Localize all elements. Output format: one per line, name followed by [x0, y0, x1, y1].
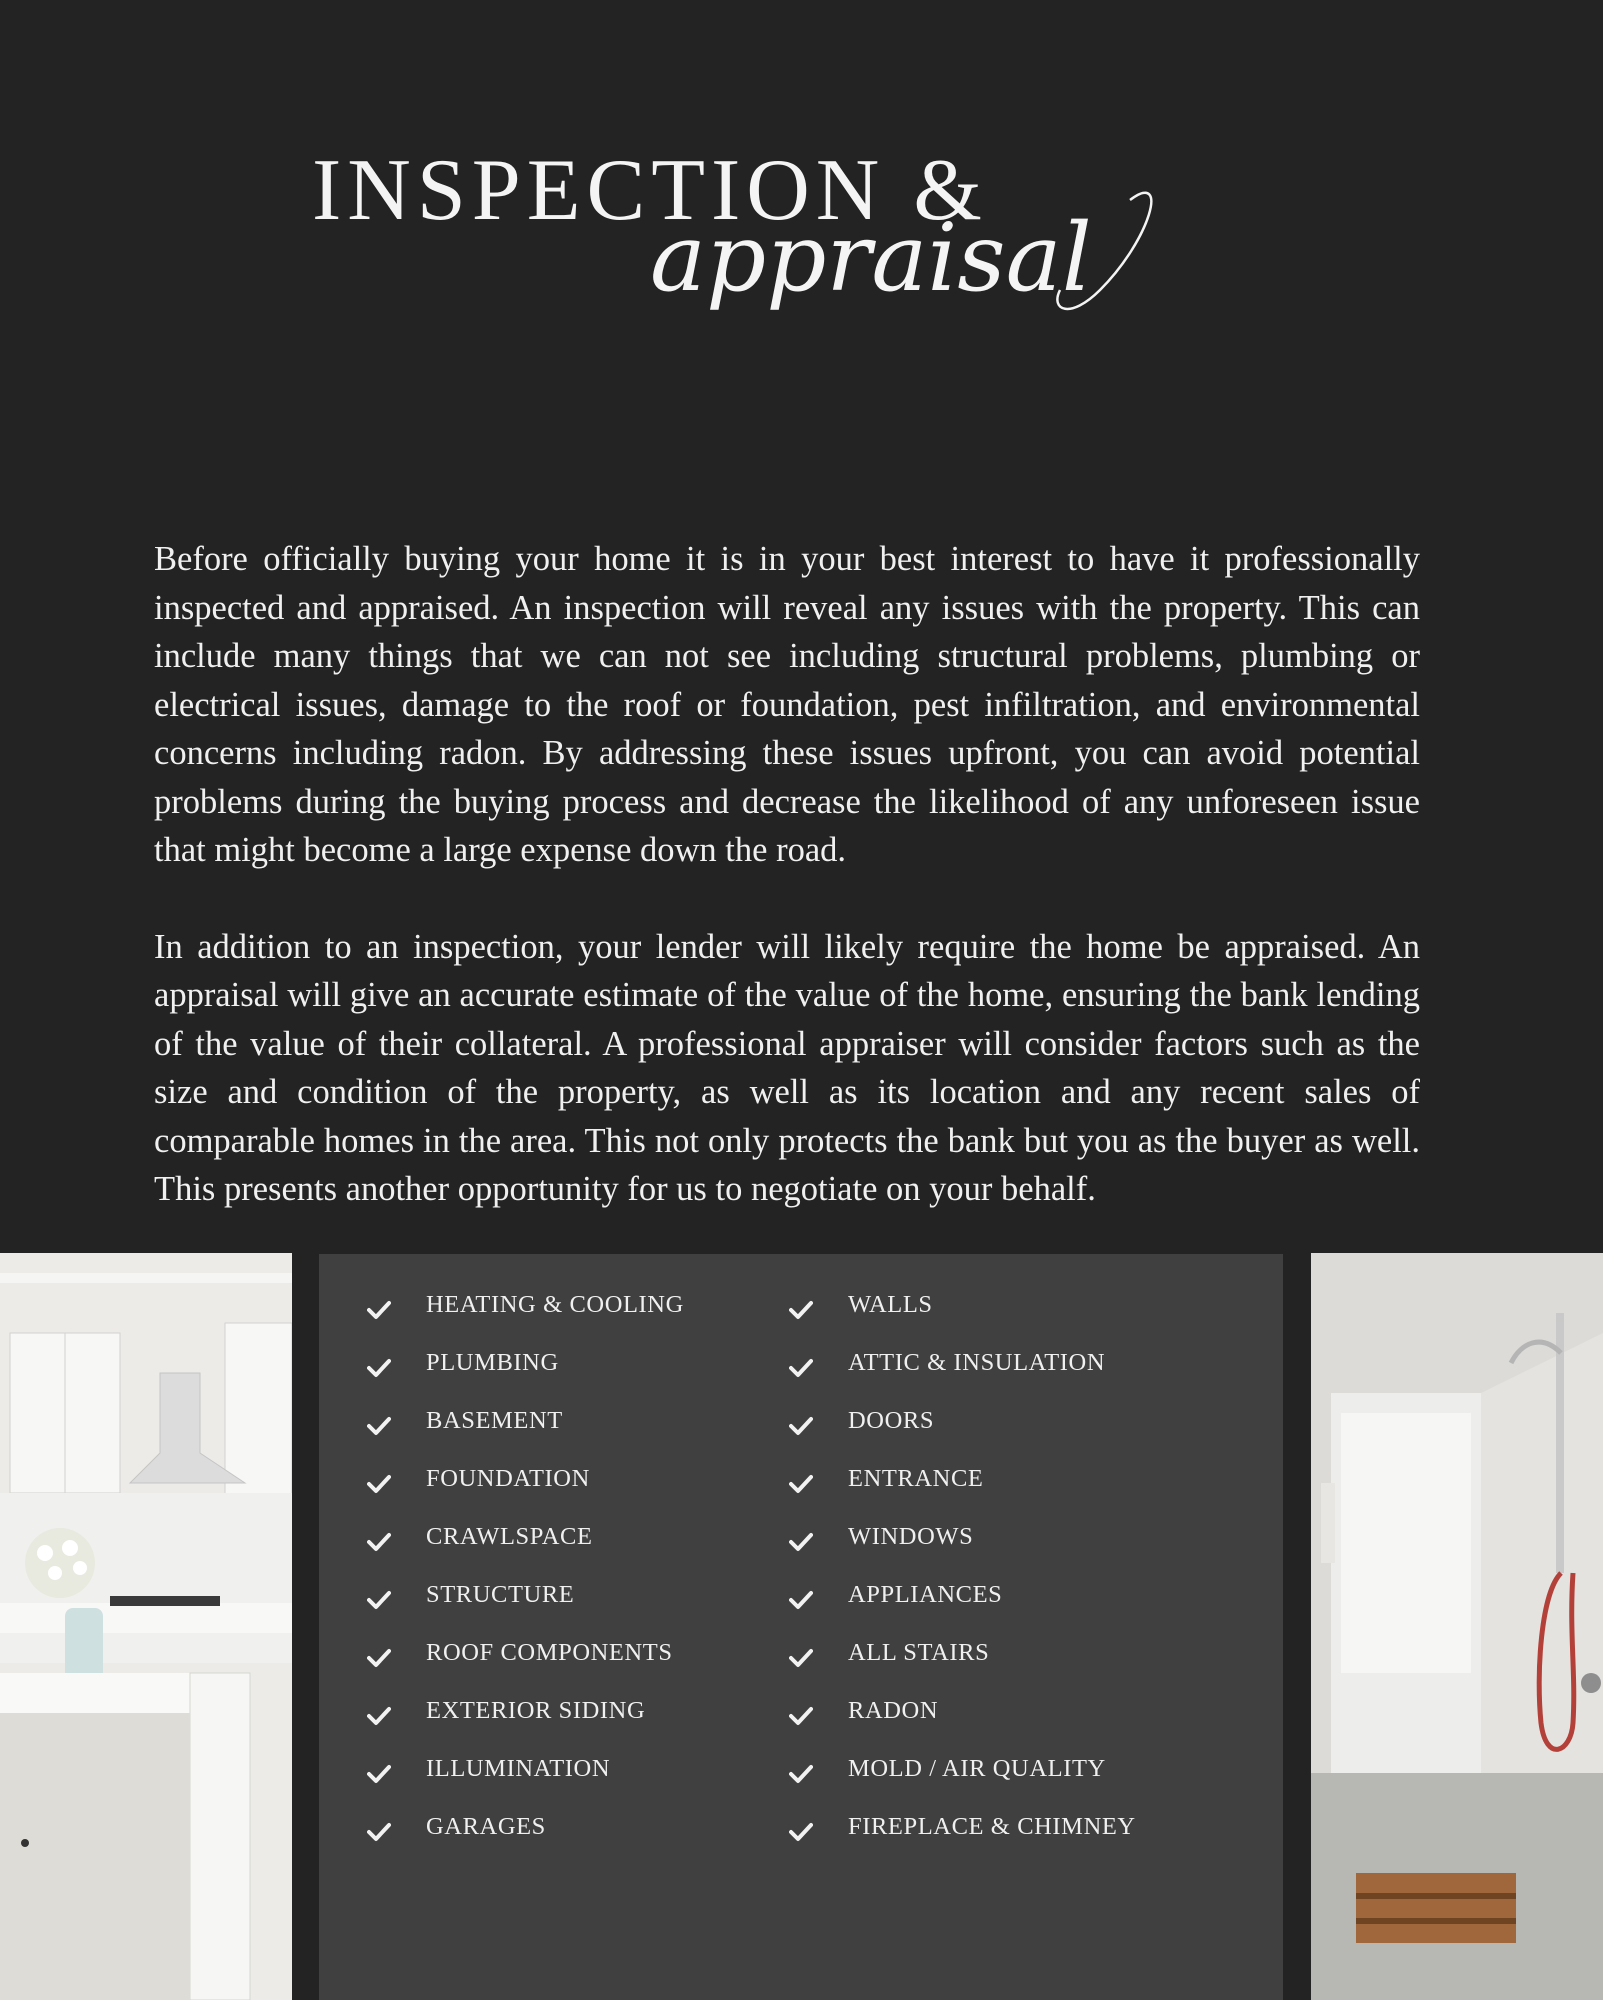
check-icon: [367, 1474, 391, 1494]
check-icon: [789, 1648, 813, 1668]
check-icon: [789, 1532, 813, 1552]
check-icon: [367, 1300, 391, 1320]
checklist-item-label: RADON: [848, 1697, 939, 1724]
check-icon: [367, 1706, 391, 1726]
check-icon: [367, 1764, 391, 1784]
paragraph-appraisal: In addition to an inspection, your lender will likely require the home be appraised. An appraisal will give an accurate estimate of the value of the home, ensuring the bank lending of the value of their collateral. A professional appraiser will consider factors such as the size and condition of the property, as well as its location and any recent sales of comparable homes in the area. This not only protects the bank but you as the buyer as well. This presents another opportunity for us to negotiate on your behalf.: [154, 927, 1420, 1208]
check-icon: [789, 1300, 813, 1320]
check-icon: [789, 1590, 813, 1610]
checklist-item-label: MOLD / AIR QUALITY: [848, 1755, 1106, 1782]
title-script: [630, 180, 1170, 370]
bathroom-photo: [1311, 1253, 1603, 2000]
checklist-item-label: ATTIC & INSULATION: [848, 1349, 1106, 1376]
check-icon: [789, 1764, 813, 1784]
check-icon: [789, 1358, 813, 1378]
checklist-item-label: EXTERIOR SIDING: [426, 1697, 646, 1724]
checklist-item-label: GARAGES: [426, 1813, 546, 1840]
checklist-item-label: FOUNDATION: [426, 1465, 590, 1492]
title-script-text: appraisal: [650, 204, 1092, 313]
checklist-item-label: CRAWLSPACE: [426, 1523, 593, 1550]
check-icon: [789, 1706, 813, 1726]
check-icon: [789, 1416, 813, 1436]
inspection-checklist: [319, 1254, 1283, 2000]
checklist-item-label: ILLUMINATION: [426, 1755, 611, 1782]
paragraph-inspection: Before officially buying your home it is in your best interest to have it professionally inspected and appraised. An inspection will reveal any issues with the property. This can include many things that we can not see including structural problems, plumbing or electrical issues, damage to the roof or foundation, pest infiltration, and environmental concerns including radon. By addressing these issues upfront, you can avoid potential problems during the buying process and decrease the likelihood of any unforeseen issue that might become a large expense down the road.: [154, 540, 1420, 869]
check-icon: [367, 1358, 391, 1378]
body-copy: [154, 535, 1420, 1262]
check-icon: [367, 1590, 391, 1610]
check-icon: [367, 1532, 391, 1552]
page-title: INSPECTION &: [312, 142, 988, 239]
check-icon: [367, 1822, 391, 1842]
check-icon: [367, 1648, 391, 1668]
checklist-item-label: HEATING & COOLING: [426, 1291, 684, 1318]
checklist-item-label: WALLS: [848, 1291, 933, 1318]
check-icon: [789, 1474, 813, 1494]
page-header: [0, 0, 1603, 420]
checklist-item-label: APPLIANCES: [848, 1581, 1003, 1608]
checklist-item-label: PLUMBING: [426, 1349, 559, 1376]
kitchen-photo: [0, 1253, 292, 2000]
checklist-item-label: FIREPLACE & CHIMNEY: [848, 1813, 1136, 1840]
checklist-item-label: BASEMENT: [426, 1407, 563, 1434]
checklist-item-label: ENTRANCE: [848, 1465, 984, 1492]
check-icon: [789, 1822, 813, 1842]
checklist-item-label: ALL STAIRS: [848, 1639, 990, 1666]
checklist-item-label: STRUCTURE: [426, 1581, 575, 1608]
checklist-item-label: WINDOWS: [848, 1523, 974, 1550]
checklist-item-label: DOORS: [848, 1407, 935, 1434]
check-icon: [367, 1416, 391, 1436]
checklist-item-label: ROOF COMPONENTS: [426, 1639, 673, 1666]
